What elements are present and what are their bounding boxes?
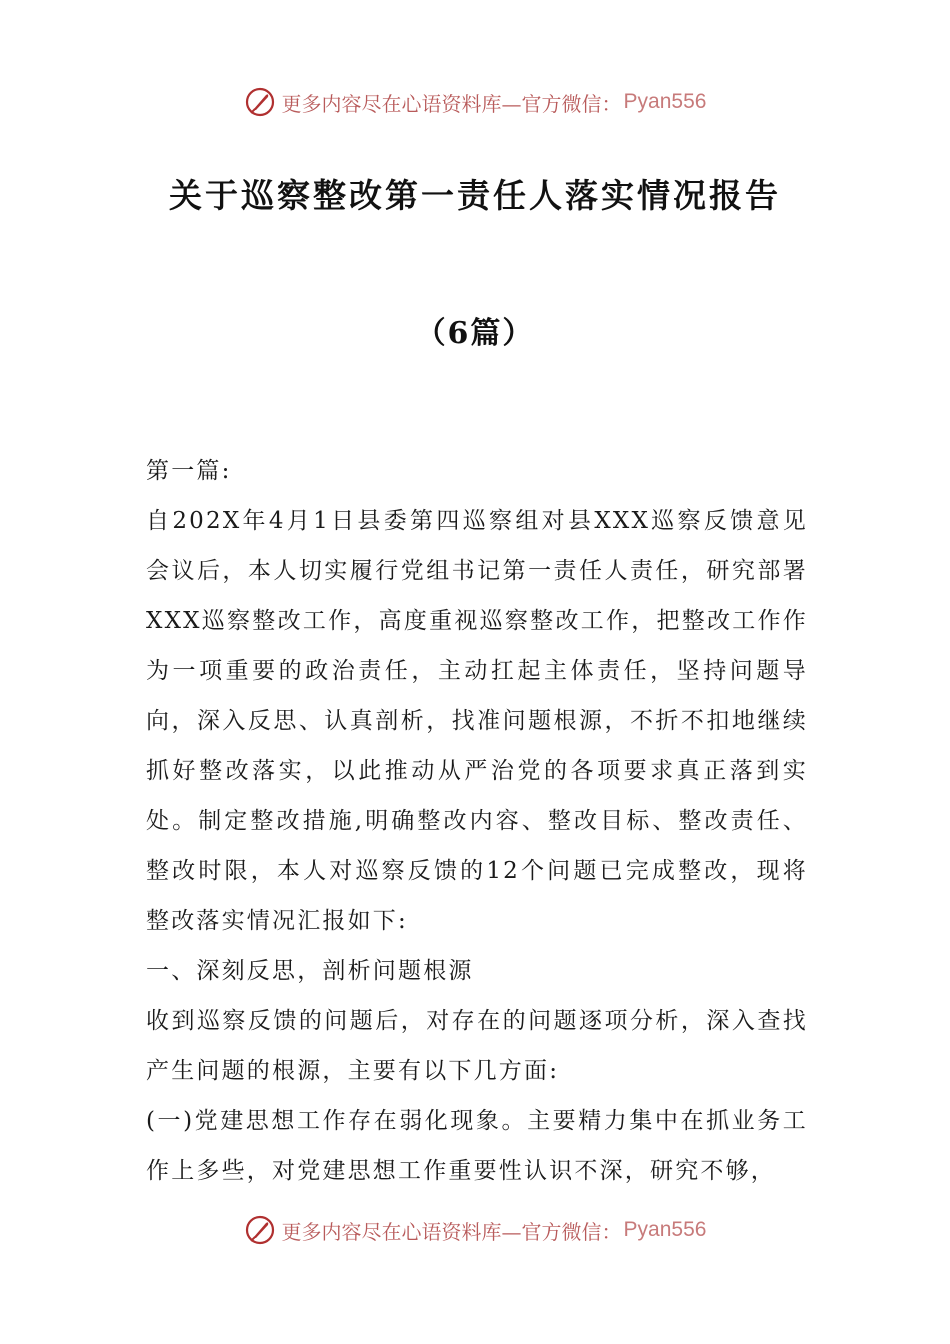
document-body [146,446,808,1196]
watermark-handle: Pyan556 [623,90,707,113]
paragraph: 自202X年4月1日县委第四巡察组对县XXX巡察反馈意见会议后，本人切实履行党组书记第一责任人责任，研究部署XXX巡察整改工作，高度重视巡察整改工作，把整改工作作为一项重要的政治责任，主动扛起主体责任，坚持问题导向，深入反思、认真剖析，找准问题根源，不折不扣地继续抓好整改落实，以此推动从严治党的各项要求真正落到实处。制定整改措施,明确整改内容、整改目标、整改责任、整改时限，本人对巡察反馈的12个问题已完成整改，现将整改落实情况汇报如下: [146,508,808,934]
quill-logo-icon [244,86,276,118]
quill-logo-icon [244,1214,276,1246]
watermark-banner-bottom [0,1208,950,1252]
watermark-banner-top [0,80,950,124]
paragraph: 第一篇: [146,458,232,484]
document-subtitle: （6篇） [415,316,535,351]
paragraph: 收到巡察反馈的问题后，对存在的问题逐项分析，深入查找产生问题的根源，主要有以下几方面: [146,1008,808,1084]
section-heading: 一、深刻反思，剖析问题根源 [146,958,474,984]
watermark-text: 更多内容尽在心语资料库—官方微信： [281,1219,622,1244]
watermark-handle: Pyan556 [623,1218,707,1241]
document-title: 关于巡察整改第一责任人落实情况报告 [169,176,781,215]
watermark-text: 更多内容尽在心语资料库—官方微信： [281,91,622,116]
paragraph: (一)党建思想工作存在弱化现象。主要精力集中在抓业务工作上多些，对党建思想工作重要性认识不深，研究不够， [146,1108,808,1184]
